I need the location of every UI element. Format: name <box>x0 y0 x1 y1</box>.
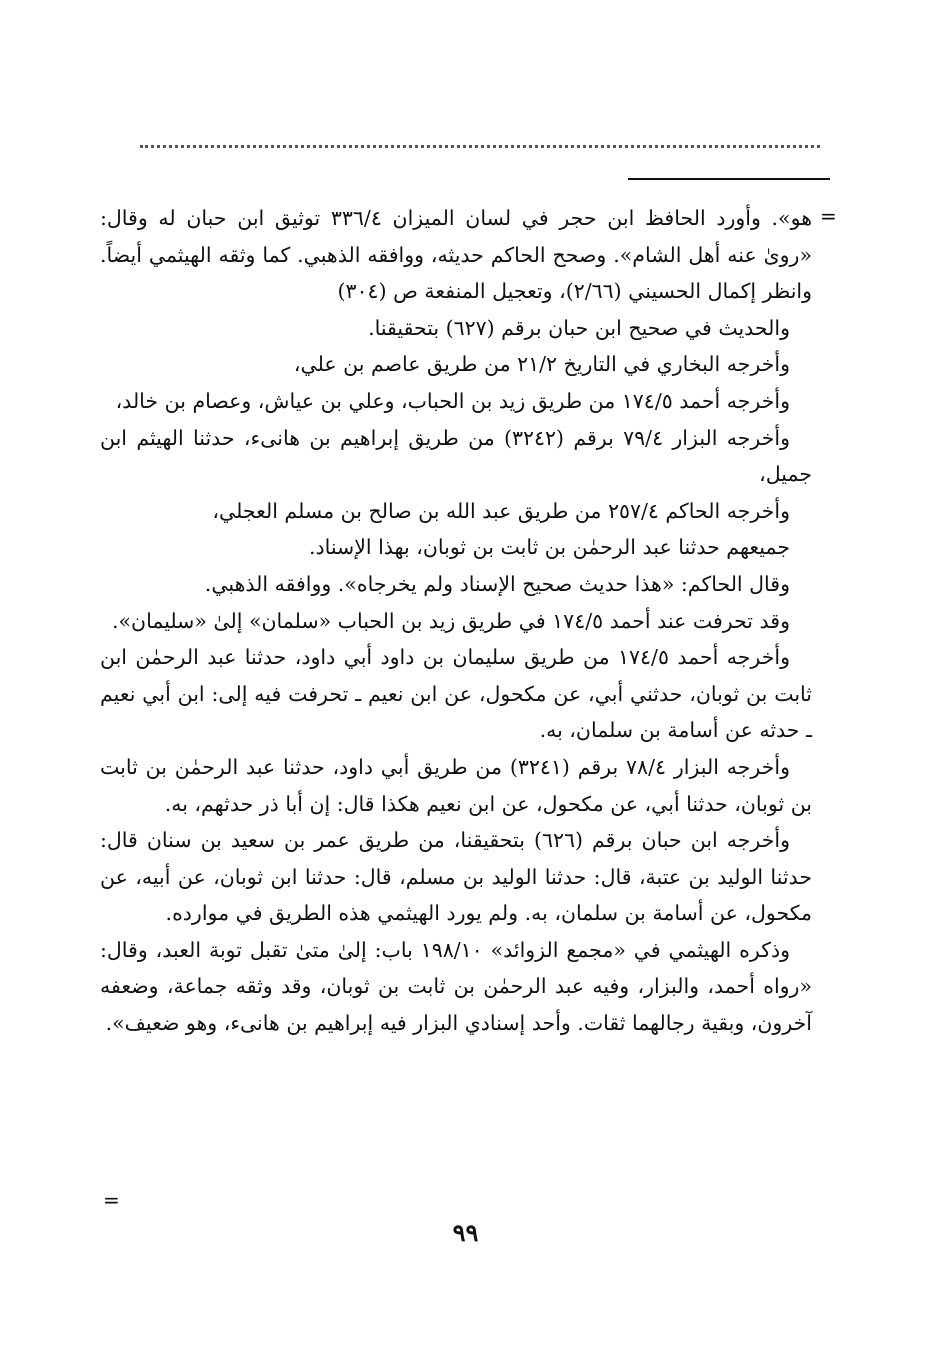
paragraph: وأخرجه ابن حبان برقم (٦٢٦) بتحقيقنا، من طريق عمر بن سعيد بن سنان قال: حدثنا الوليد بن عتبة، قال: حدثنا الوليد بن مسلم، قال: حدثنا ابن ثوبان، عن أبيه، عن مكحول، عن أسامة بن سلمان، به. ولم يورد الهيثمي هذه الطريق في موارده. <box>100 828 812 926</box>
continuation-mark-bottom: = <box>103 1188 120 1212</box>
paragraph: جميعهم حدثنا عبد الرحمٰن بن ثابت بن ثوبان، بهذا الإسناد. <box>308 535 790 560</box>
paragraph: وأخرجه الحاكم ٢٥٧/٤ من طريق عبد الله بن صالح بن مسلم العجلي، <box>212 498 790 523</box>
footnote-text <box>100 200 812 1042</box>
page-number: ٩٩ <box>452 1218 479 1247</box>
paragraph: هو». وأورد الحافظ ابن حجر في لسان الميزان ٣٣٦/٤ توثيق ابن حبان له وقال: «روىٰ عنه أهل الشام». وصحح الحاكم حديثه، ووافقه الذهبي. كما وثقه الهيثمي أيضاً. وانظر إكمال الحسيني (٢/٦٦)، وتعجيل المنفعة ص (٣٠٤) <box>100 206 813 304</box>
continuation-mark-top: = <box>820 204 837 228</box>
footnote-rule <box>628 178 830 180</box>
paragraph: وذكره الهيثمي في «مجمع الزوائد» ١٩٨/١٠ باب: إلىٰ متىٰ تقبل توبة العبد، وقال: «رواه أحمد، والبزار، وفيه عبد الرحمٰن بن ثابت بن ثوبان، وقد وثقه جماعة، وضعفه آخرون، وبقية رجالهما ثقات. وأحد إسنادي البزار فيه إبراهيم بن هانىء، وهو ضعيف». <box>100 937 812 1036</box>
paragraph: وأخرجه أحمد ١٧٤/٥ من طريق زيد بن الحباب، وعلي بن عياش، وعصام بن خالد، <box>115 388 790 413</box>
paragraph: وقال الحاكم: «هذا حديث صحيح الإسناد ولم يخرجاه». ووافقه الذهبي. <box>204 571 790 596</box>
paragraph: وأخرجه البخاري في التاريخ ٢١/٢ من طريق عاصم بن علي، <box>293 352 790 377</box>
paragraph: وأخرجه البزار ٧٩/٤ برقم (٣٢٤٢) من طريق إبراهيم بن هانىء، حدثنا الهيثم ابن جميل، <box>100 425 812 487</box>
dotted-separator <box>140 145 820 148</box>
paragraph: وأخرجه البزار ٧٨/٤ برقم (٣٢٤١) من طريق أبي داود، حدثنا عبد الرحمٰن بن ثابت بن ثوبان، حدثنا أبي، عن مكحول، عن ابن نعيم هكذا قال: إن أبا ذر حدثهم، به. <box>100 754 812 816</box>
paragraph: وأخرجه أحمد ١٧٤/٥ من طريق سليمان بن داود أبي داود، حدثنا عبد الرحمٰن ابن ثابت بن ثوبان، حدثني أبي، عن مكحول، عن ابن نعيم ـ تحرفت فيه إلى: ابن أبي نعيم ـ حدثه عن أسامة بن سلمان، به. <box>100 645 812 743</box>
paragraph: والحديث في صحيح ابن حبان برقم (٦٢٧) بتحقيقنا. <box>368 315 790 340</box>
paragraph: وقد تحرفت عند أحمد ١٧٤/٥ في طريق زيد بن الحباب «سلمان» إلىٰ «سليمان». <box>112 608 790 633</box>
